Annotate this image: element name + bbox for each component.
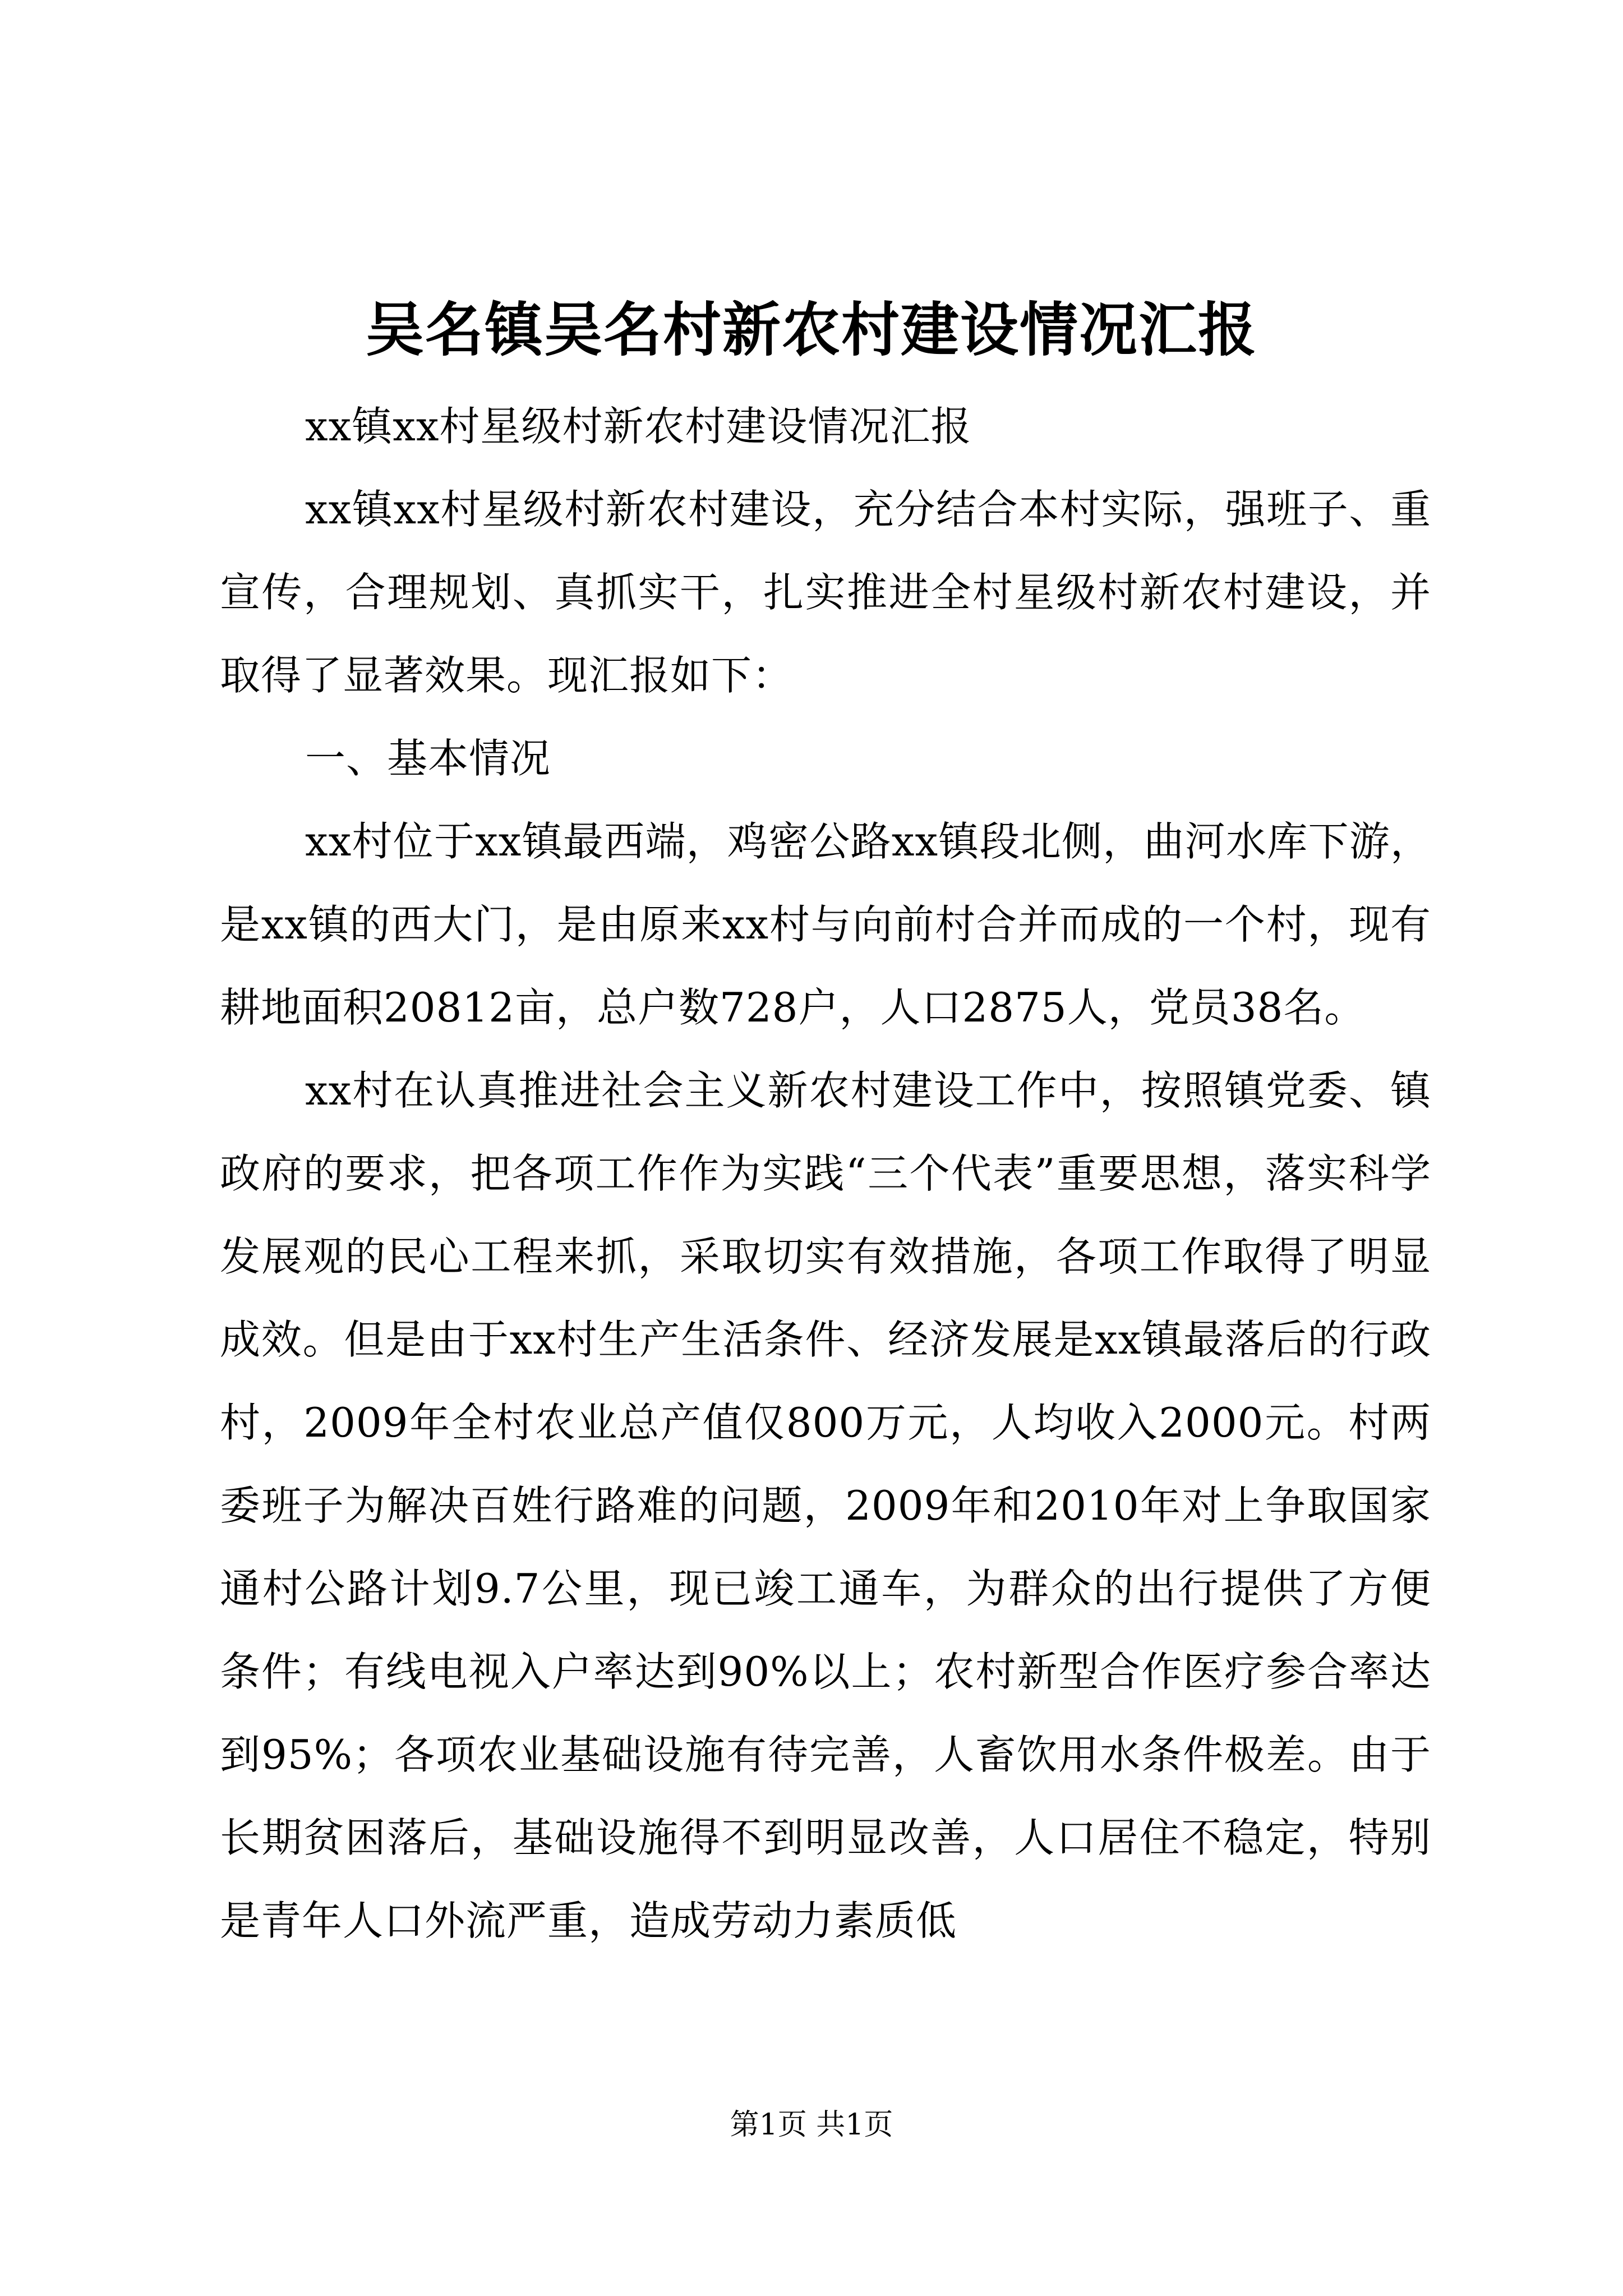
section-heading-basic-situation: 一、基本情况 <box>305 735 551 782</box>
paragraph-progress: xx村在认真推进社会主义新农村建设工作中，按照镇党委、镇政府的要求，把各项工作作为实践“三个代表”重要思想，落实科学发展观的民心工程来抓，采取切实有效措施，各项工作取得了明显成效。但是由于xx村生产生活条件、经济发展是xx镇最落后的行政村，2009年全村农业总产值仅800万元，人均收入2000元。村两委班子为解决百姓行路难的问题，2009年和2010年对上争取国家通村公路计划9.7公里，现已竣工通车，为群众的出行提供了方便条件；有线电视入户率达到90%以上；农村新型合作医疗参合率达到95%；各项农业基础设施有待完善，人畜饮用水条件极差。由于长期贫困落后，基础设施得不到明显改善，人口居住不稳定，特别是青年人口外流严重，造成劳动力素质低 <box>220 1067 1431 1944</box>
document-body <box>220 385 1431 1962</box>
paragraph-intro: xx镇xx村星级村新农村建设，充分结合本村实际，强班子、重宣传，合理规划、真抓实干，扎实推进全村星级村新农村建设，并取得了显著效果。现汇报如下： <box>220 486 1431 699</box>
page-number-footer: 第1页 共1页 <box>730 2108 893 2142</box>
paragraph-village-overview: xx村位于xx镇最西端，鸡密公路xx镇段北侧，曲河水库下游，是xx镇的西大门，是由原来xx村与向前村合并而成的一个村，现有耕地面积20812亩，总户数728户，人口2875人，党员38名。 <box>220 818 1431 1031</box>
document-title: 吴名镇吴名村新农村建设情况汇报 <box>365 295 1257 364</box>
paragraph-subtitle: xx镇xx村星级村新农村建设情况汇报 <box>305 403 972 450</box>
